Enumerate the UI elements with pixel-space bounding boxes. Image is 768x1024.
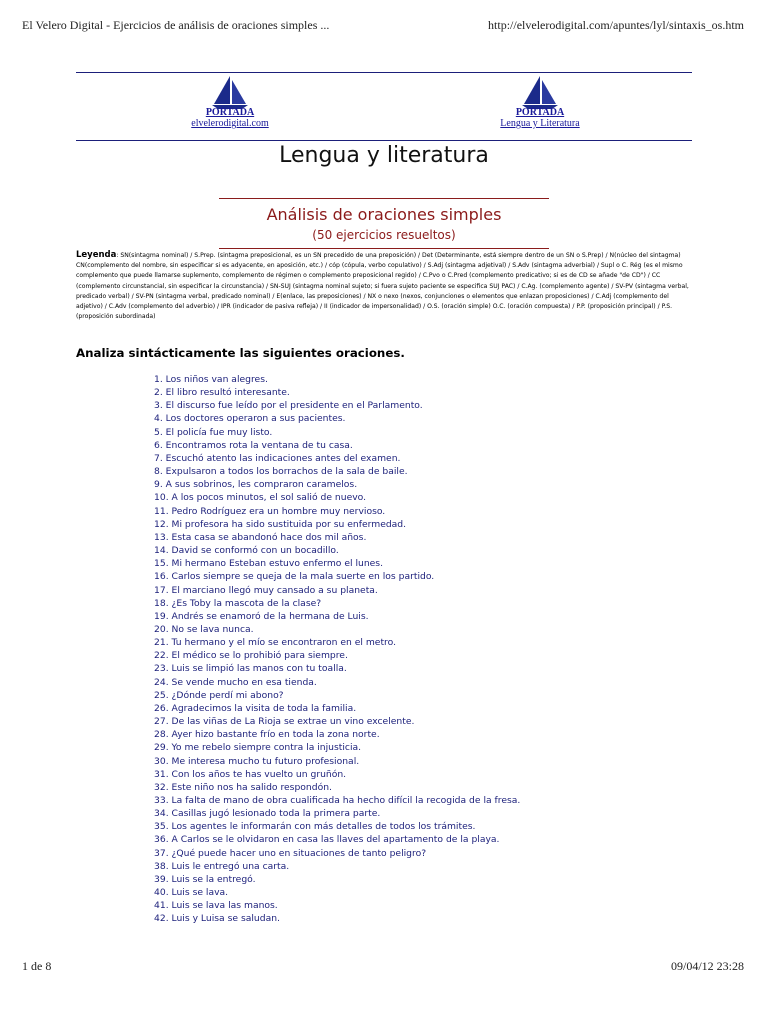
exercise-item: 15. Mi hermano Esteban estuvo enfermo el lunes.	[154, 558, 384, 570]
sailboat-logo-icon	[518, 74, 562, 110]
exercise-item: 41. Luis se lava las manos.	[154, 900, 278, 912]
exercise-item: 18. ¿Es Toby la mascota de la clase?	[154, 597, 322, 609]
print-timestamp: 09/04/12 23:28	[670, 959, 744, 973]
exercise-item: 34. Casillas jugó lesionado toda la primera parte.	[154, 808, 381, 820]
exercise-item: 9. A sus sobrinos, les compraron caramelos.	[154, 479, 358, 491]
exercise-item: 16. Carlos siempre se queja de la mala suerte en los partido.	[154, 571, 435, 583]
exercise-item: 42. Luis y Luisa se saludan.	[154, 913, 280, 925]
page-counter: 1 de 8	[22, 959, 52, 973]
exercise-item: 38. Luis le entregó una carta.	[154, 860, 290, 872]
exercise-item: 13. Esta casa se abandonó hace dos mil años.	[154, 531, 367, 543]
header-divider	[76, 140, 692, 141]
exercise-item: 10. A los pocos minutos, el sol salió de nuevo.	[154, 492, 367, 504]
print-header	[22, 18, 744, 34]
page-title: Lengua y literatura	[279, 143, 489, 168]
section-link-label: Lengua y Literatura	[500, 118, 580, 129]
exercise-item: 31. Con los años te has vuelto un gruñón.	[154, 768, 347, 780]
exercise-list	[154, 373, 520, 926]
exercise-item: 8. Expulsaron a todos los borrachos de la sala de baile.	[154, 466, 408, 478]
exercise-item: 2. El libro resultó interesante.	[154, 387, 290, 399]
print-header-url: http://elvelerodigital.com/apuntes/lyl/sintaxis_os.htm	[488, 18, 744, 32]
top-divider	[76, 72, 692, 73]
portada-label: PORTADA	[515, 107, 565, 118]
exercise-item: 22. El médico se lo prohibió para siempre.	[154, 650, 348, 662]
exercise-item: 39. Luis se la entregó.	[154, 873, 256, 885]
exercise-item: 14. David se conformó con un bocadillo.	[154, 545, 339, 557]
exercise-item: 21. Tu hermano y el mío se encontraron en el metro.	[154, 637, 397, 649]
exercise-item: 37. ¿Qué puede hacer uno en situaciones de tanto peligro?	[154, 847, 427, 859]
exercise-item: 36. A Carlos se le olvidaron en casa las llaves del apartamento de la playa.	[154, 834, 500, 846]
instruction-heading: Analiza sintácticamente las siguientes oraciones.	[76, 346, 405, 360]
portada-label: PORTADA	[205, 107, 255, 118]
print-footer	[22, 959, 744, 975]
legend	[76, 250, 694, 322]
exercise-item: 30. Me interesa mucho tu futuro profesional.	[154, 755, 360, 767]
site-link-label: elvelerodigital.com	[191, 118, 269, 129]
exercise-item: 4. Los doctores operaron a sus pacientes.	[154, 413, 346, 425]
sailboat-logo-icon	[208, 74, 252, 110]
exercise-item: 40. Luis se lava.	[154, 887, 229, 899]
exercise-item: 35. Los agentes le informarán con más detalles de todos los trámites.	[154, 821, 476, 833]
exercise-item: 6. Encontramos rota la ventana de tu casa.	[154, 439, 353, 451]
legend-label: Leyenda	[76, 250, 117, 260]
subtitle-bottom-divider	[219, 248, 549, 249]
exercise-item: 26. Agradecimos la visita de toda la familia.	[154, 702, 357, 714]
exercise-item: 25. ¿Dónde perdí mi abono?	[154, 689, 284, 701]
exercise-item: 33. La falta de mano de obra cualificada ha hecho difícil la recogida de la fresa.	[154, 795, 521, 806]
exercise-item: 12. Mi profesora ha sido sustituida por su enfermedad.	[154, 518, 407, 530]
exercise-item: 23. Luis se limpió las manos con tu toalla.	[154, 663, 347, 675]
exercise-item: 7. Escuchó atento las indicaciones antes del examen.	[154, 452, 401, 464]
exercise-item: 3. El discurso fue leído por el presidente en el Parlamento.	[154, 400, 423, 412]
exercise-item: 1. Los niños van alegres.	[154, 374, 268, 385]
print-header-title: El Velero Digital - Ejercicios de análisis de oraciones simples ...	[22, 18, 330, 32]
subtitle-top-divider	[219, 198, 549, 199]
portada-home-link[interactable]	[175, 74, 285, 134]
exercise-item: 29. Yo me rebelo siempre contra la injusticia.	[154, 742, 362, 754]
legend-text: : SN(sintagma nominal) / S.Prep. (sintagma preposicional, es un SN precedido de una preposición) / Det (Determinante, está siempre dentro de un SN o S.Prep) / N(núcleo del sintagma) CN(complemento del nombre, sin especificar si es adyacente, en aposición, etc.) / cóp (cópula, verbo copulativo) / S.Adj (sintagma adjetival) / S.Adv (sintagma adverbial) / Supl o C. Rég (es el mismo complemento que puede llamarse suplemento, complemento de régimen o complemento preposicional regido) / C.Pvo o C.Pred (complemento predicativo; si es de CD se añade "de CD") / CC (complemento circunstancial, sin especificar la circunstancia) / SN-SUJ (sintagma nominal sujeto; si fuera sujeto paciente se especifica SUJ PAC) / C.Ag. (complemento agente) / SV-PV (sintagma verbal, predicado verbal) / SV-PN (sintagma verbal, predicado nominal) / E(enlace, las preposiciones) / NX o nexo (nexos, conjunciones o elementos que enlazan proposiciones) / C.Adj (complemento del adjetivo) / C.Adv (complemento del adverbio) / IPR (indicador de pasiva refleja) / II (indicador de impersonalidad) / O.S. (oración simple) O.C. (oración compuesta) / P.P. (proposición principal) / P.S. (proposición subordinada)	[76, 252, 689, 321]
exercise-item: 28. Ayer hizo bastante frío en toda la zona norte.	[154, 729, 380, 741]
exercise-item: 32. Este niño nos ha salido respondón.	[154, 781, 332, 793]
portada-lengua-link[interactable]	[485, 74, 595, 134]
exercise-item: 11. Pedro Rodríguez era un hombre muy nervioso.	[154, 505, 386, 517]
exercise-item: 17. El marciano llegó muy cansado a su planeta.	[154, 584, 378, 596]
exercise-item: 5. El policía fue muy listo.	[154, 426, 273, 438]
exercise-item: 19. Andrés se enamoró de la hermana de Luis.	[154, 610, 369, 622]
exercise-item: 20. No se lava nunca.	[154, 623, 254, 635]
exercise-item: 27. De las viñas de La Rioja se extrae un vino excelente.	[154, 716, 415, 728]
page-subtitle-count: (50 ejercicios resueltos)	[312, 228, 456, 242]
page-subtitle: Análisis de oraciones simples	[266, 205, 502, 224]
exercise-item: 24. Se vende mucho en esa tienda.	[154, 676, 317, 688]
